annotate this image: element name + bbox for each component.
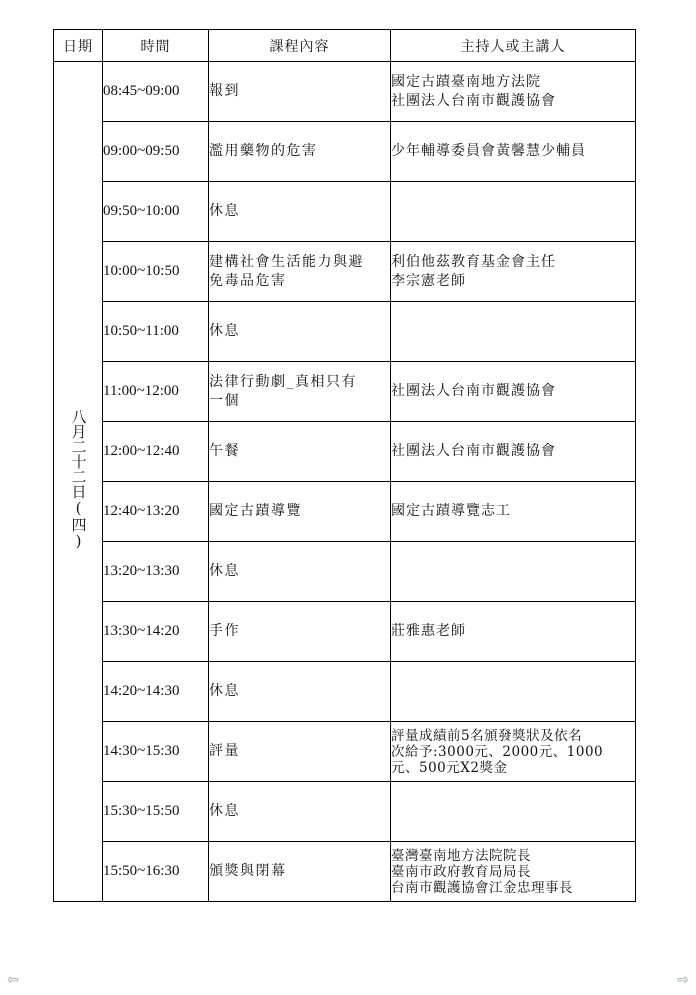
host-cell [391,602,636,662]
topic-cell [209,842,391,902]
host-text: 李宗憲老師 [391,272,466,289]
time-cell: 09:50~10:00 [103,182,209,242]
topic-text: 休息 [209,563,240,579]
schedule-body [54,62,636,902]
table-row [54,122,636,182]
host-cell [391,782,636,842]
host-cell [391,62,636,122]
topic-cell [209,182,391,242]
host-cell [391,722,636,782]
time-cell: 10:00~10:50 [103,242,209,302]
topic-cell [209,482,391,542]
topic-text: 休息 [209,683,240,699]
time-cell: 12:40~13:20 [103,482,209,542]
arrow-right-icon[interactable]: ⇨ [677,972,689,988]
time-cell: 11:00~12:00 [103,362,209,422]
arrow-left-icon[interactable]: ⇦ [7,972,19,988]
host-text: 社團法人台南市觀護協會 [391,383,556,399]
topic-text: 休息 [209,323,240,339]
host-text: 評量成績前5名頒發獎狀及依名 [391,727,583,744]
host-cell [391,662,636,722]
time-cell: 12:00~12:40 [103,422,209,482]
header-host: 主持人或主講人 [391,30,636,62]
host-text: 社團法人台南市觀護協會 [391,92,556,109]
topic-text: 午餐 [209,443,240,459]
host-cell [391,362,636,422]
topic-cell [209,422,391,482]
host-cell [391,182,636,242]
host-text: 元、500元X2獎金 [391,759,508,776]
time-cell: 13:20~13:30 [103,542,209,602]
host-text: 國定古蹟臺南地方法院 [391,73,541,90]
host-text: 利伯他茲教育基金會主任 [391,253,556,270]
table-row [54,422,636,482]
header-date: 日期 [54,30,103,62]
topic-cell [209,362,391,422]
time-cell: 10:50~11:00 [103,302,209,362]
host-text: 少年輔導委員會黃馨慧少輔員 [391,143,586,159]
topic-cell [209,542,391,602]
host-text: 莊雅惠老師 [391,623,466,639]
table-row [54,242,636,302]
topic-cell [209,62,391,122]
table-row [54,842,636,902]
topic-cell [209,782,391,842]
host-cell [391,842,636,902]
host-text: 台南市觀護協會江金忠理事長 [391,879,573,896]
table-row [54,362,636,422]
topic-text: 免毒品危害 [209,272,287,289]
time-cell: 15:50~16:30 [103,842,209,902]
topic-text: 報到 [209,83,240,99]
host-cell [391,242,636,302]
host-text: 社團法人台南市觀護協會 [391,443,556,459]
table-row [54,182,636,242]
topic-cell [209,242,391,302]
topic-cell [209,722,391,782]
host-cell [391,422,636,482]
host-text: 臺灣臺南地方法院院長 [391,847,531,864]
table-row [54,302,636,362]
topic-cell [209,602,391,662]
table-header-row [54,30,636,62]
topic-text: 頒獎與閉幕 [209,863,287,879]
topic-text: 法律行動劇_真相只有 [209,373,357,390]
date-cell [54,62,103,902]
host-text: 臺南市政府教育局局長 [391,863,531,880]
time-cell: 08:45~09:00 [103,62,209,122]
table-row [54,662,636,722]
topic-cell [209,662,391,722]
host-text: 國定古蹟導覽志工 [391,503,511,519]
topic-text: 濫用藥物的危害 [209,143,318,159]
time-cell: 13:30~14:20 [103,602,209,662]
host-cell [391,542,636,602]
time-cell: 14:30~15:30 [103,722,209,782]
time-cell: 14:20~14:30 [103,662,209,722]
time-cell: 15:30~15:50 [103,782,209,842]
topic-text: 建構社會生活能力與避 [209,253,364,270]
host-text: 次給予:3000元、2000元、1000 [391,743,604,760]
topic-text: 國定古蹟導覽 [209,503,302,519]
schedule-table [53,29,636,902]
host-cell [391,302,636,362]
table-row [54,722,636,782]
host-cell [391,482,636,542]
table-row [54,542,636,602]
topic-text: 休息 [209,803,240,819]
header-content: 課程內容 [209,30,391,62]
topic-cell [209,302,391,362]
topic-cell [209,122,391,182]
topic-text: 手作 [209,623,240,639]
topic-text: 一個 [209,392,240,409]
time-cell: 09:00~09:50 [103,122,209,182]
topic-text: 休息 [209,203,240,219]
table-row [54,62,636,122]
table-row [54,782,636,842]
host-cell [391,122,636,182]
table-row [54,482,636,542]
header-time: 時間 [103,30,209,62]
table-row [54,602,636,662]
date-label: 八月二十二日(四) [69,409,88,550]
topic-text: 評量 [209,743,240,759]
